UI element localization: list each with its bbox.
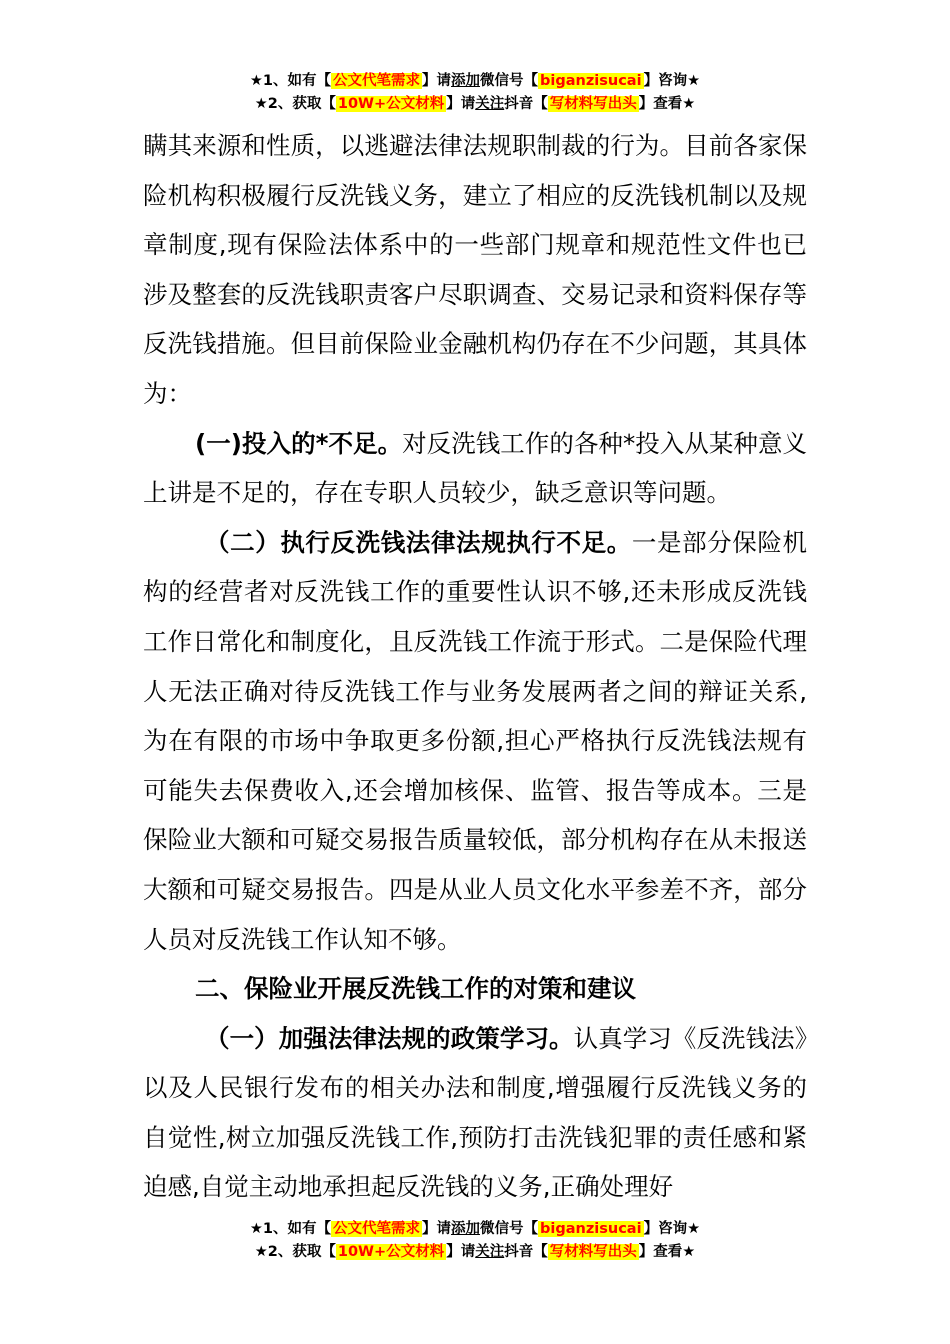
notice-underlined: 关注 bbox=[475, 96, 505, 112]
section-heading: 二、保险业开展反洗钱工作的对策和建议 bbox=[195, 974, 636, 1004]
notice-text: 微信号【 bbox=[480, 73, 539, 89]
paragraph-heading: (一)投入的*不足。 bbox=[195, 428, 403, 458]
notice-text: 抖音【 bbox=[504, 1244, 548, 1260]
notice-text: 】请 bbox=[422, 73, 452, 89]
notice-text: ★1、如有【 bbox=[249, 73, 332, 89]
notice-line-2 bbox=[0, 1241, 950, 1264]
notice-line-1 bbox=[0, 1218, 950, 1241]
document-body bbox=[143, 121, 807, 1212]
highlight-materials: 10W+公文材料 bbox=[337, 1244, 445, 1260]
notice-underlined: 关注 bbox=[475, 1244, 505, 1260]
notice-text: 】请 bbox=[446, 96, 476, 112]
notice-text: 】请 bbox=[422, 1221, 452, 1237]
notice-line-1 bbox=[0, 70, 950, 93]
paragraph-policy-study bbox=[143, 1014, 807, 1212]
paragraph-heading: （二）执行反洗钱法律法规执行不足。 bbox=[205, 527, 632, 557]
notice-text: 抖音【 bbox=[504, 96, 548, 112]
notice-text: 微信号【 bbox=[480, 1221, 539, 1237]
paragraph-text: 一是部分保险机构的经营者对反洗钱工作的重要性认识不够,还未形成反洗钱工作日常化和制度化，且反洗钱工作流于形式。二是保险代理人无法正确对待反洗钱工作与业务发展两者之间的辩证关系,为在有限的市场中争取更多份额,担心严格执行反洗钱法规有可能失去保费收入,还会增加核保、监管、报告等成本。三是保险业大额和可疑交易报告质量较低，部分机构存在从未报送大额和可疑交易报告。四是从业人员文化水平参差不齐，部分人员对反洗钱工作认知不够。 bbox=[143, 527, 808, 954]
highlight-materials: 10W+公文材料 bbox=[337, 96, 445, 112]
paragraph-heading: （一）加强法律法规的政策学习。 bbox=[205, 1023, 574, 1053]
notice-text: 】请 bbox=[446, 1244, 476, 1260]
paragraph-text: 认真学习《反洗钱法》以及人民银行发布的相关办法和制度,增强履行反洗钱义务的自觉性,树立加强反洗钱工作,预防打击洗钱犯罪的责任感和紧迫感,自觉主动地承担起反洗钱的义务,正确处理好 bbox=[143, 1023, 807, 1202]
paragraph-text: 对反洗钱工作的各种*投入从某种意义上讲是不足的，存在专职人员较少，缺乏意识等问题。 bbox=[143, 428, 807, 508]
notice-text: ★2、获取【 bbox=[254, 96, 336, 112]
notice-text: 】咨询★ bbox=[643, 1221, 701, 1237]
notice-text: ★1、如有【 bbox=[249, 1221, 332, 1237]
highlight-douyin-account: 写材料写出头 bbox=[549, 1244, 637, 1260]
notice-text: 】查看★ bbox=[638, 96, 696, 112]
notice-underlined: 添加 bbox=[451, 1221, 481, 1237]
notice-text: ★2、获取【 bbox=[254, 1244, 336, 1260]
paragraph-continuation: 瞒其来源和性质，以逃避法律法规职制裁的行为。目前各家保险机构积极履行反洗钱义务，建立了相应的反洗钱机制以及规章制度,现有保险法体系中的一些部门规章和规范性文件也已涉及整套的反洗钱职责客户尽职调查、交易记录和资料保存等反洗钱措施。但目前保险业金融机构仍存在不少问题，其具体为： bbox=[143, 131, 807, 408]
notice-underlined: 添加 bbox=[451, 73, 481, 89]
header-notice bbox=[0, 70, 950, 116]
highlight-service: 公文代笔需求 bbox=[333, 1221, 421, 1237]
highlight-wechat-id: biganzisucai bbox=[540, 73, 642, 89]
notice-text: 】咨询★ bbox=[643, 73, 701, 89]
highlight-wechat-id: biganzisucai bbox=[540, 1221, 642, 1237]
highlight-douyin-account: 写材料写出头 bbox=[549, 96, 637, 112]
footer-notice bbox=[0, 1218, 950, 1264]
highlight-service: 公文代笔需求 bbox=[333, 73, 421, 89]
paragraph-enforcement bbox=[143, 518, 807, 964]
notice-text: 】查看★ bbox=[638, 1244, 696, 1260]
notice-line-2 bbox=[0, 93, 950, 116]
paragraph-investment bbox=[143, 419, 807, 518]
